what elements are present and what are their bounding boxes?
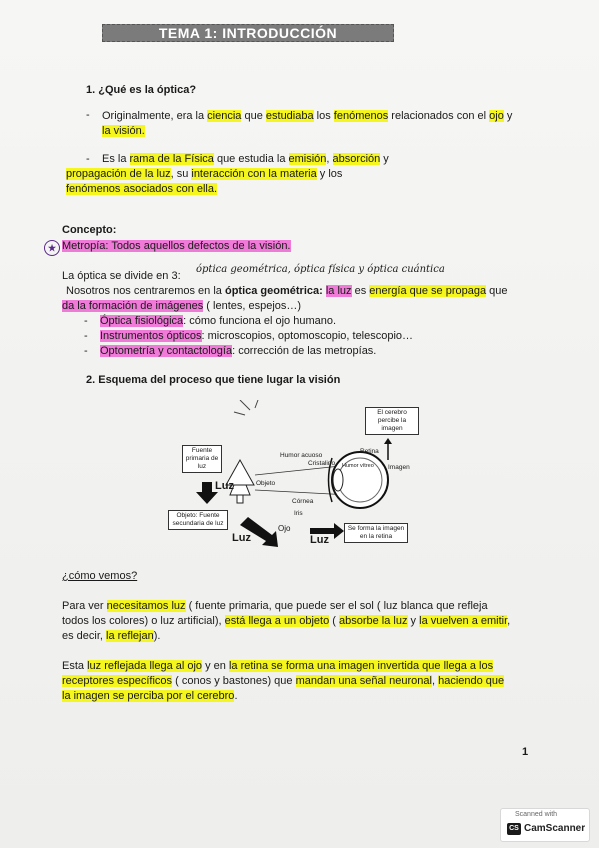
humor-vitreo-label: Humor vítreo (342, 463, 374, 469)
luz-label-2: Luz (232, 532, 251, 544)
bullet-dash: - (86, 109, 90, 121)
imagen-label: Imagen (388, 464, 410, 471)
como-p1-line3: es decir, la reflejan). (62, 630, 161, 642)
camscanner-brand: CamScanner (524, 823, 586, 834)
camscanner-badge (500, 808, 590, 842)
q1-bullet2-line1: Es la rama de la Física que estudia la emisión, absorción y (102, 153, 389, 165)
como-heading: ¿cómo vemos? (62, 570, 138, 582)
como-p1-line1: Para ver necesitamos luz ( fuente primaria, que puede ser el sol ( luz blanca que refleja (62, 600, 488, 612)
divide-item-2: Instrumentos ópticos: microscopios, optomoscopio, telescopio… (100, 330, 414, 342)
bullet-dash: - (84, 330, 88, 342)
bullet-dash: - (86, 153, 90, 165)
como-p2-line3: la imagen se perciba por el cerebro. (62, 690, 238, 702)
q1-bullet1-line1: Originalmente, era la ciencia que estudiaba los fenómenos relacionados con el ojo y (102, 110, 513, 122)
cornea-label: Córnea (292, 498, 314, 505)
star-note-icon: ★ (44, 240, 60, 256)
page-title: TEMA 1: INTRODUCCIÓN (102, 24, 394, 42)
page-number: 1 (522, 746, 529, 758)
divide-intro: La óptica se divide en 3: (62, 270, 181, 282)
camscanner-logo-icon: CS (507, 823, 521, 835)
source-box: Fuente primaria de luz (182, 445, 222, 473)
q1-bullet2-line2: propagación de la luz, su interacción con la materia y los (66, 168, 343, 180)
scanned-with-label: Scanned with (515, 811, 558, 818)
vision-diagram (160, 400, 420, 550)
luz-label-3: Luz (310, 534, 329, 546)
iris-label: Iris (294, 510, 303, 517)
divide-item-3: Optometría y contactología: corrección de las metropías. (100, 345, 377, 357)
divide-item-1: Óptica fisiológica: cómo funciona el ojo humano. (100, 315, 337, 327)
ojo-label: Ojo (278, 524, 291, 533)
q1-bullet1-line2: la visión. (102, 125, 145, 137)
object-box: Objeto: Fuente secundaria de luz (168, 510, 228, 530)
divide-line2: da la formación de imágenes ( lentes, espejos…) (62, 300, 302, 312)
como-p1-line2: todos los colores) o luz artificial), está llega a un objeto ( absorbe la luz y la vuelven a emitir, (62, 615, 511, 627)
concepto-label: Concepto: (62, 224, 117, 236)
q2-heading: 2. Esquema del proceso que tiene lugar la visión (86, 374, 341, 386)
bullet-dash: - (84, 345, 88, 357)
retina-box: Se forma la imagen en la retina (344, 523, 408, 543)
brain-box: El cerebro percibe la imagen (365, 407, 419, 435)
luz-label-1: Luz (215, 480, 234, 492)
humor-acuoso-label: Humor acuoso (280, 452, 323, 459)
object-label: Objeto (256, 480, 276, 487)
q1-heading: 1. ¿Qué es la óptica? (86, 84, 197, 96)
handwritten-note: óptica geométrica, óptica física y óptica cuántica (196, 264, 445, 275)
bullet-dash: - (84, 315, 88, 327)
concepto-definition: Metropía: Todos aquellos defectos de la visión. (62, 240, 291, 252)
como-p2-line2: receptores específicos ( conos y bastones) que mandan una señal neuronal, haciendo que (62, 675, 505, 687)
cristalino-label: Cristalino (308, 460, 336, 467)
retina-label: Retina (360, 448, 379, 455)
divide-line1: Nosotros nos centraremos en la óptica geométrica: la luz es energía que se propaga que (66, 285, 508, 297)
q1-bullet2-line3: fenómenos asociados con ella. (66, 183, 218, 195)
como-p2-line1: Esta luz reflejada llega al ojo y en la retina se forma una imagen invertida que llega a los (62, 660, 494, 672)
